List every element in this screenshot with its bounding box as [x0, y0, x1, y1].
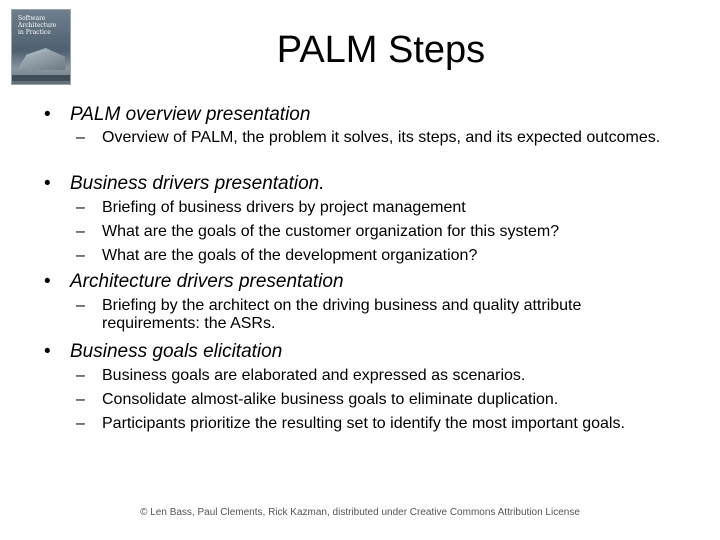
dash-icon: –	[76, 391, 85, 408]
dash-icon: –	[76, 367, 85, 384]
copyright-footer: © Len Bass, Paul Clements, Rick Kazman, distributed under Creative Commons Attribution License	[140, 507, 580, 518]
slide-title: PALM Steps	[276, 29, 486, 71]
sub-bullet-item	[76, 297, 676, 333]
dash-icon: –	[76, 297, 85, 314]
sub-bullet-text: Consolidate almost-alike business goals to eliminate duplication.	[102, 391, 559, 408]
book-cover-strip	[12, 75, 70, 81]
bullet-heading: Architecture drivers presentation	[70, 271, 344, 292]
bullet-icon: •	[44, 173, 51, 194]
bullet-heading: Business goals elicitation	[70, 341, 283, 362]
bullet-icon: •	[44, 104, 51, 125]
sub-bullet-item	[76, 223, 676, 241]
sub-bullet-item	[76, 129, 676, 147]
sub-bullet-text: Business goals are elaborated and expressed as scenarios.	[102, 367, 526, 384]
dash-icon: –	[76, 247, 85, 264]
sub-bullet-item	[76, 415, 676, 433]
sub-bullet-text: What are the goals of the development organization?	[102, 247, 478, 264]
book-cover-line: Architecture	[18, 22, 57, 29]
book-cover-title	[18, 15, 56, 36]
book-cover-line: Software	[18, 15, 46, 22]
sub-bullet-text: Participants prioritize the resulting set to identify the most important goals.	[102, 415, 625, 432]
book-cover-image	[12, 10, 70, 84]
bullet-heading: PALM overview presentation	[70, 104, 311, 125]
sub-bullet-item	[76, 367, 676, 385]
dash-icon: –	[76, 223, 85, 240]
sub-bullet-item	[76, 247, 676, 265]
sub-bullet-item	[76, 391, 676, 409]
bullet-icon: •	[44, 271, 51, 292]
dash-icon: –	[76, 199, 85, 216]
bullet-icon: •	[44, 341, 51, 362]
sub-bullet-text: Briefing by the architect on the driving business and quality attribute requirements: the ASRs.	[102, 297, 582, 332]
book-cover-line: in Practice	[18, 29, 51, 36]
book-cover-building	[17, 48, 65, 70]
bullet-heading: Business drivers presentation.	[70, 173, 325, 194]
sub-bullet-text: Briefing of business drivers by project management	[102, 199, 466, 216]
sub-bullet-text: Overview of PALM, the problem it solves, its steps, and its expected outcomes.	[102, 129, 661, 146]
dash-icon: –	[76, 415, 85, 432]
sub-bullet-item	[76, 199, 676, 217]
sub-bullet-text: What are the goals of the customer organization for this system?	[102, 223, 560, 240]
dash-icon: –	[76, 129, 85, 146]
